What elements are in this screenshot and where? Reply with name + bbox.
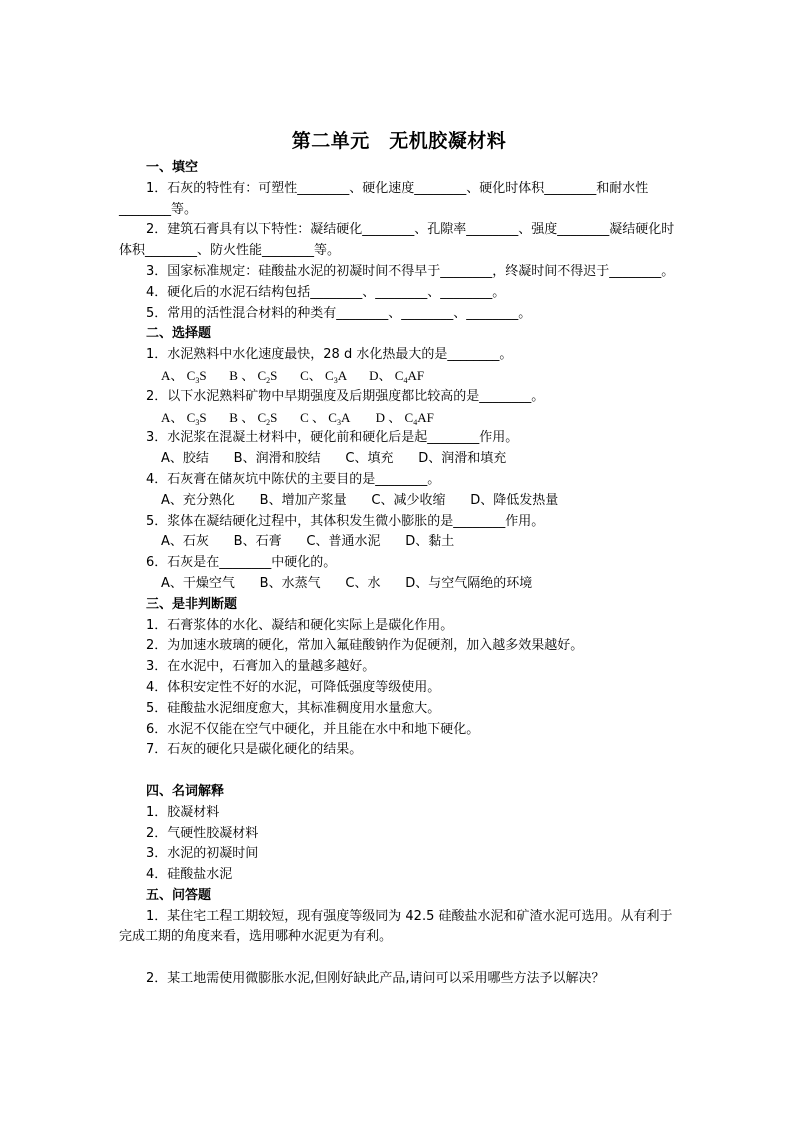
- question-text: 3．国家标准规定：硅酸盐水泥的初凝时间不得早于________，终凝时间不得迟于________。: [146, 263, 675, 279]
- document-page: [119, 128, 679, 990]
- section-heading-qa: 五、问答题: [146, 887, 212, 903]
- question-text: 5．常用的活性混合材料的种类有________、________、________。: [146, 305, 532, 321]
- section-heading-terms: 四、名词解释: [146, 783, 225, 799]
- question-text: 6．水泥不仅能在空气中硬化，并且能在水中和地下硬化。: [146, 721, 480, 737]
- question-text: 1．水泥熟料中水化速度最快，28 d 水化热最大的是________。: [146, 347, 513, 363]
- question-text: 2．气硬性胶凝材料: [146, 825, 259, 841]
- option-list: A、充分熟化 B、增加产浆量 C、减少收缩 D、降低发热量: [161, 492, 559, 508]
- section-heading-choice: 二、选择题: [146, 326, 212, 342]
- option-list: A、 $C_3S$ B 、 $C_2S$ C 、 $C_3A$ D 、 $C_4AF$: [161, 409, 434, 427]
- question-text: 2．某工地需使用微膨胀水泥,但刚好缺此产品,请问可以采用哪些方法予以解决？: [146, 971, 605, 987]
- question-text: 2．为加速水玻璃的硬化，常加入氟硅酸钠作为促硬剂，加入越多效果越好。: [146, 638, 584, 654]
- section-heading-judge: 三、是非判断题: [146, 596, 238, 612]
- question-text: 1．石膏浆体的水化、凝结和硬化实际上是碳化作用。: [146, 617, 454, 633]
- spacer: [119, 948, 679, 969]
- option-list: A、石灰 B、石膏 C、普通水泥 D、黏土: [161, 534, 455, 550]
- question-text: 1．胶凝材料: [146, 804, 220, 820]
- question-text: 4．硬化后的水泥石结构包括________、________、________。: [146, 284, 506, 300]
- question-text: 5．硅酸盐水泥细度愈大，其标准稠度用水量愈大。: [146, 700, 441, 716]
- option-list: A、干燥空气 B、水蒸气 C、水 D、与空气隔绝的环境: [161, 575, 533, 591]
- question-text: 7．石灰的硬化只是碳化硬化的结果。: [146, 742, 363, 758]
- question-text: 1．某住宅工程工期较短，现有强度等级同为 42.5 硅酸盐水泥和矿渣水泥可选用。从有利于完成工期的角度来看，选用哪种水泥更为有利。: [119, 908, 673, 945]
- section-heading-fill: 一、填空: [146, 160, 199, 175]
- question-text: 3．水泥的初凝时间: [146, 846, 259, 862]
- question-text: 4．石灰膏在储灰坑中陈伏的主要目的是________。: [146, 471, 441, 487]
- question-text: 3．水泥浆在混凝土材料中，硬化前和硬化后是起________作用。: [146, 430, 519, 446]
- question-text: 3．在水泥中，石膏加入的量越多越好。: [146, 659, 376, 675]
- question-text: 2．以下水泥熟料矿物中早期强度及后期强度都比较高的是________。: [146, 388, 545, 404]
- question-text: 6．石灰是在________中硬化的。: [146, 555, 337, 571]
- option-list: A、 $C_3S$ B 、 $C_2S$ C、 $C_3A$ D、 $C_4AF$: [161, 367, 425, 385]
- page-title: 第二单元 无机胶凝材料: [291, 130, 507, 152]
- question-text: 5．浆体在凝结硬化过程中，其体积发生微小膨胀的是________作用。: [146, 513, 545, 529]
- question-text: 4．硅酸盐水泥: [146, 867, 233, 883]
- question-text: 1．石灰的特性有：可塑性________、硬化速度________、硬化时体积________和耐水性________等。: [119, 180, 649, 217]
- spacer: [119, 761, 679, 782]
- question-text: 2．建筑石膏具有以下特性：凝结硬化________、孔隙率________、强度________凝结硬化时体积________、防火性能________等。: [119, 222, 675, 259]
- option-list: A、胶结 B、润滑和胶结 C、填充 D、润滑和填充: [161, 451, 507, 467]
- question-text: 4．体积安定性不好的水泥，可降低强度等级使用。: [146, 679, 441, 695]
